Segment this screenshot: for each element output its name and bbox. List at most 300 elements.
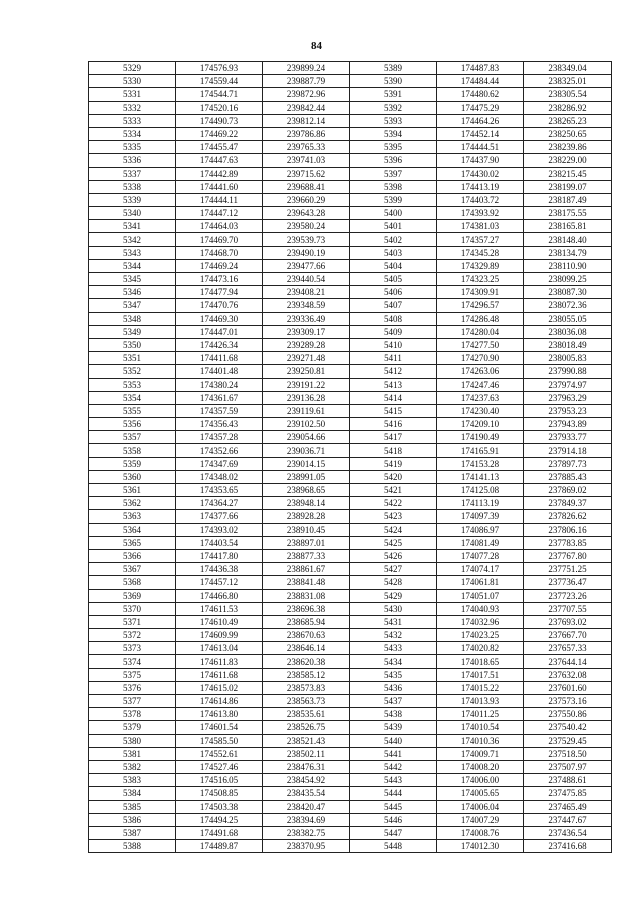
table-cell: 174609.99 [176,629,263,642]
table-body [89,62,612,853]
table-cell: 174209.10 [437,418,524,431]
table-cell: 239309.17 [263,325,350,338]
table-cell: 238134.79 [524,246,612,259]
table-cell: 174491.68 [176,826,263,839]
table-cell: 174466.80 [176,589,263,602]
table-cell: 174237.63 [437,391,524,404]
table-cell: 5408 [350,312,437,325]
table-cell: 237751.25 [524,563,612,576]
table-cell: 174051.07 [437,589,524,602]
table-cell: 5412 [350,365,437,378]
table-cell: 5334 [89,127,176,140]
table-row [89,88,612,101]
table-cell: 174040.93 [437,602,524,615]
table-cell: 174447.63 [176,154,263,167]
table-cell: 239490.19 [263,246,350,259]
table-cell: 237963.29 [524,391,612,404]
table-cell: 238148.40 [524,233,612,246]
table-cell: 174469.22 [176,127,263,140]
table-row [89,75,612,88]
table-row [89,273,612,286]
table-cell: 174323.25 [437,273,524,286]
table-cell: 237943.89 [524,418,612,431]
table-cell: 5329 [89,62,176,75]
table-row [89,840,612,853]
table-cell: 174437.90 [437,154,524,167]
table-cell: 238382.75 [263,826,350,839]
table-cell: 239054.66 [263,431,350,444]
table-row [89,642,612,655]
table-cell: 5421 [350,484,437,497]
table-cell: 238646.14 [263,642,350,655]
table-row [89,629,612,642]
table-row [89,589,612,602]
table-row [89,523,612,536]
table-cell: 5403 [350,246,437,259]
table-cell: 239136.28 [263,391,350,404]
table-cell: 5336 [89,154,176,167]
table-cell: 174585.50 [176,734,263,747]
table-row [89,246,612,259]
table-cell: 239765.33 [263,141,350,154]
table-cell: 174552.61 [176,747,263,760]
table-cell: 174263.06 [437,365,524,378]
table-cell: 174447.12 [176,207,263,220]
table-cell: 5394 [350,127,437,140]
table-row [89,510,612,523]
table-cell: 237826.62 [524,510,612,523]
table-cell: 5391 [350,88,437,101]
table-cell: 5337 [89,167,176,180]
table-cell: 174348.02 [176,470,263,483]
table-cell: 237436.54 [524,826,612,839]
table-row [89,154,612,167]
table-cell: 174442.89 [176,167,263,180]
table-cell: 239014.15 [263,457,350,470]
table-cell: 238055.05 [524,312,612,325]
table-cell: 174077.28 [437,549,524,562]
table-row [89,338,612,351]
table-cell: 5447 [350,826,437,839]
table-row [89,747,612,760]
table-cell: 5383 [89,774,176,787]
table-cell: 5436 [350,681,437,694]
table-cell: 174081.49 [437,536,524,549]
table-row [89,787,612,800]
table-row [89,484,612,497]
table-cell: 174190.49 [437,431,524,444]
table-cell: 174614.86 [176,695,263,708]
table-cell: 238454.92 [263,774,350,787]
table-cell: 174544.71 [176,88,263,101]
table-cell: 174611.68 [176,668,263,681]
table-cell: 174009.71 [437,747,524,760]
table-cell: 174403.72 [437,193,524,206]
table-cell: 5365 [89,536,176,549]
table-cell: 238325.01 [524,75,612,88]
table-cell: 174061.81 [437,576,524,589]
table-cell: 5430 [350,602,437,615]
table-cell: 5426 [350,549,437,562]
table-cell: 238349.04 [524,62,612,75]
table-cell: 5409 [350,325,437,338]
table-cell: 174487.83 [437,62,524,75]
table-cell: 5393 [350,114,437,127]
table-cell: 237806.16 [524,523,612,536]
table-row [89,826,612,839]
table-cell: 174015.22 [437,681,524,694]
table-row [89,655,612,668]
table-cell: 5440 [350,734,437,747]
table-row [89,813,612,826]
table-cell: 5413 [350,378,437,391]
table-row [89,721,612,734]
table-cell: 174277.50 [437,338,524,351]
table-cell: 174516.05 [176,774,263,787]
table-cell: 5390 [350,75,437,88]
table-cell: 238018.49 [524,338,612,351]
table-cell: 5347 [89,299,176,312]
table-cell: 174615.02 [176,681,263,694]
table-cell: 174411.68 [176,352,263,365]
table-cell: 174436.38 [176,563,263,576]
table-cell: 239842.44 [263,101,350,114]
table-cell: 5341 [89,220,176,233]
table-cell: 174309.91 [437,286,524,299]
table-cell: 237885.43 [524,470,612,483]
table-row [89,193,612,206]
table-cell: 174452.14 [437,127,524,140]
table-cell: 174286.48 [437,312,524,325]
table-cell: 239250.81 [263,365,350,378]
table-cell: 239715.62 [263,167,350,180]
table-cell: 237736.47 [524,576,612,589]
table-cell: 5361 [89,484,176,497]
table-cell: 174468.70 [176,246,263,259]
table-cell: 174613.80 [176,708,263,721]
table-cell: 5331 [89,88,176,101]
coordinate-table [88,61,612,853]
table-cell: 239887.79 [263,75,350,88]
table-cell: 5380 [89,734,176,747]
table-cell: 5363 [89,510,176,523]
table-cell: 174520.16 [176,101,263,114]
table-cell: 5434 [350,655,437,668]
table-cell: 174113.19 [437,497,524,510]
table-cell: 238286.92 [524,101,612,114]
table-cell: 174347.69 [176,457,263,470]
table-cell: 174464.26 [437,114,524,127]
table-cell: 5399 [350,193,437,206]
table-cell: 237767.80 [524,549,612,562]
table-cell: 174008.20 [437,760,524,773]
table-row [89,734,612,747]
table-cell: 237657.33 [524,642,612,655]
table-row [89,681,612,694]
table-cell: 5375 [89,668,176,681]
table-cell: 5438 [350,708,437,721]
table-cell: 174469.30 [176,312,263,325]
table-cell: 174430.02 [437,167,524,180]
table-cell: 5374 [89,655,176,668]
table-cell: 5370 [89,602,176,615]
table-row [89,114,612,127]
table-cell: 5376 [89,681,176,694]
table-row [89,497,612,510]
table-cell: 5431 [350,615,437,628]
table-row [89,391,612,404]
table-cell: 174010.36 [437,734,524,747]
table-cell: 5410 [350,338,437,351]
table-cell: 174125.08 [437,484,524,497]
table-row [89,602,612,615]
table-cell: 237849.37 [524,497,612,510]
table-cell: 174494.25 [176,813,263,826]
table-cell: 239872.96 [263,88,350,101]
table-cell: 5339 [89,193,176,206]
table-cell: 238910.45 [263,523,350,536]
table-cell: 238199.07 [524,180,612,193]
table-cell: 237990.88 [524,365,612,378]
table-cell: 238573.83 [263,681,350,694]
table-row [89,299,612,312]
table-cell: 239741.03 [263,154,350,167]
table-cell: 174006.00 [437,774,524,787]
table-cell: 174381.03 [437,220,524,233]
table-cell: 5352 [89,365,176,378]
table-cell: 174013.93 [437,695,524,708]
table-cell: 238265.23 [524,114,612,127]
table-cell: 5411 [350,352,437,365]
table-cell: 174007.29 [437,813,524,826]
table-cell: 174357.27 [437,233,524,246]
table-cell: 5371 [89,615,176,628]
table-cell: 174475.29 [437,101,524,114]
table-cell: 174018.65 [437,655,524,668]
table-cell: 174393.92 [437,207,524,220]
table-cell: 5382 [89,760,176,773]
table-cell: 237518.50 [524,747,612,760]
table-cell: 238991.05 [263,470,350,483]
table-row [89,325,612,338]
table-cell: 5442 [350,760,437,773]
table-cell: 5333 [89,114,176,127]
table-cell: 174441.60 [176,180,263,193]
table-cell: 239102.50 [263,418,350,431]
table-row [89,708,612,721]
table-cell: 237416.68 [524,840,612,853]
table-cell: 5441 [350,747,437,760]
table-cell: 174005.65 [437,787,524,800]
table-row [89,536,612,549]
table-cell: 174364.27 [176,497,263,510]
table-cell: 237897.73 [524,457,612,470]
table-cell: 174086.97 [437,523,524,536]
table-cell: 5338 [89,180,176,193]
table-cell: 237869.02 [524,484,612,497]
table-row [89,312,612,325]
table-cell: 239688.41 [263,180,350,193]
table-cell: 174010.54 [437,721,524,734]
table-cell: 238877.33 [263,549,350,562]
table-cell: 5402 [350,233,437,246]
table-cell: 238036.08 [524,325,612,338]
table-row [89,760,612,773]
table-cell: 5345 [89,273,176,286]
table-cell: 174503.38 [176,800,263,813]
table-cell: 238670.63 [263,629,350,642]
table-cell: 174352.66 [176,444,263,457]
table-cell: 238110.90 [524,259,612,272]
table-cell: 174469.24 [176,259,263,272]
table-cell: 174270.90 [437,352,524,365]
table-cell: 5335 [89,141,176,154]
table-cell: 174296.57 [437,299,524,312]
table-cell: 5389 [350,62,437,75]
table-cell: 238861.67 [263,563,350,576]
table-cell: 5356 [89,418,176,431]
table-cell: 239440.54 [263,273,350,286]
table-cell: 5439 [350,721,437,734]
table-cell: 237601.60 [524,681,612,694]
table-cell: 237693.02 [524,615,612,628]
table-cell: 174141.13 [437,470,524,483]
table-cell: 238897.01 [263,536,350,549]
table-cell: 239036.71 [263,444,350,457]
table-cell: 5378 [89,708,176,721]
table-cell: 5427 [350,563,437,576]
table-cell: 5392 [350,101,437,114]
table-cell: 239271.48 [263,352,350,365]
table-row [89,167,612,180]
table-cell: 238521.43 [263,734,350,747]
table-cell: 5381 [89,747,176,760]
table-cell: 237540.42 [524,721,612,734]
table-cell: 238563.73 [263,695,350,708]
table-cell: 5373 [89,642,176,655]
table-cell: 239786.86 [263,127,350,140]
table-cell: 174280.04 [437,325,524,338]
table-row [89,431,612,444]
table-cell: 174413.19 [437,180,524,193]
table-cell: 238535.61 [263,708,350,721]
table-cell: 5348 [89,312,176,325]
table-cell: 5418 [350,444,437,457]
table-cell: 174464.03 [176,220,263,233]
table-cell: 5364 [89,523,176,536]
table-cell: 174097.39 [437,510,524,523]
table-cell: 237933.77 [524,431,612,444]
table-cell: 5372 [89,629,176,642]
table-cell: 5444 [350,787,437,800]
table-cell: 174361.67 [176,391,263,404]
table-cell: 174444.11 [176,193,263,206]
table-cell: 174012.30 [437,840,524,853]
table-row [89,101,612,114]
table-row [89,549,612,562]
table-cell: 239348.59 [263,299,350,312]
table-cell: 238526.75 [263,721,350,734]
table-cell: 174484.44 [437,75,524,88]
table-cell: 239119.61 [263,404,350,417]
table-row [89,444,612,457]
table-cell: 237550.86 [524,708,612,721]
table-row [89,207,612,220]
table-cell: 174426.34 [176,338,263,351]
table-cell: 239660.29 [263,193,350,206]
table-cell: 238502.11 [263,747,350,760]
table-row [89,615,612,628]
table-cell: 5359 [89,457,176,470]
table-row [89,220,612,233]
table-cell: 238435.54 [263,787,350,800]
table-cell: 174473.16 [176,273,263,286]
table-cell: 174329.89 [437,259,524,272]
table-cell: 174611.83 [176,655,263,668]
table-cell: 174527.46 [176,760,263,773]
table-cell: 174032.96 [437,615,524,628]
table-cell: 5407 [350,299,437,312]
table-cell: 238305.54 [524,88,612,101]
table-cell: 238215.45 [524,167,612,180]
table-cell: 5332 [89,101,176,114]
table-row [89,286,612,299]
table-cell: 239477.66 [263,259,350,272]
table-cell: 237974.97 [524,378,612,391]
table-row [89,418,612,431]
table-cell: 237573.16 [524,695,612,708]
table-cell: 174023.25 [437,629,524,642]
table-cell: 239643.28 [263,207,350,220]
table-cell: 238585.12 [263,668,350,681]
table-cell: 174020.82 [437,642,524,655]
table-cell: 5428 [350,576,437,589]
table-cell: 239336.49 [263,312,350,325]
table-cell: 5342 [89,233,176,246]
table-cell: 5446 [350,813,437,826]
table-cell: 237632.08 [524,668,612,681]
table-row [89,259,612,272]
table-cell: 5357 [89,431,176,444]
table-cell: 5351 [89,352,176,365]
table-cell: 5416 [350,418,437,431]
table-cell: 174455.47 [176,141,263,154]
table-cell: 5420 [350,470,437,483]
table-cell: 5400 [350,207,437,220]
table-cell: 5396 [350,154,437,167]
table-row [89,180,612,193]
table-cell: 5401 [350,220,437,233]
table-cell: 174356.43 [176,418,263,431]
table-cell: 174247.46 [437,378,524,391]
table-cell: 174380.24 [176,378,263,391]
table-cell: 238685.94 [263,615,350,628]
table-cell: 5398 [350,180,437,193]
table-cell: 237723.26 [524,589,612,602]
table-cell: 174601.54 [176,721,263,734]
table-cell: 5432 [350,629,437,642]
table-cell: 238187.49 [524,193,612,206]
table-cell: 239539.73 [263,233,350,246]
table-cell: 174011.25 [437,708,524,721]
table-cell: 237507.97 [524,760,612,773]
table-row [89,365,612,378]
table-cell: 174559.44 [176,75,263,88]
table-row [89,457,612,470]
table-cell: 5387 [89,826,176,839]
table-cell: 238087.30 [524,286,612,299]
table-cell: 5340 [89,207,176,220]
